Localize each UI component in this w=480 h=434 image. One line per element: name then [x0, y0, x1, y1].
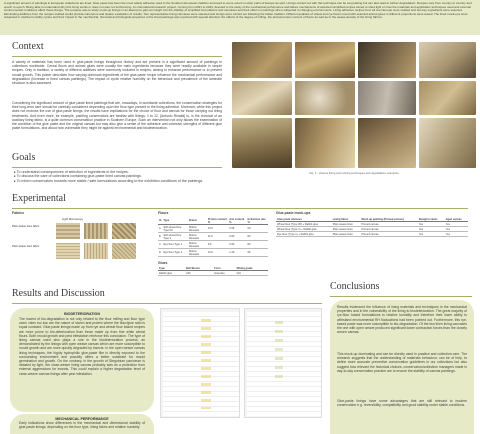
- table-cell: 80: [247, 241, 268, 249]
- table-cell: Granules: [213, 271, 236, 276]
- intro-abstract: A significant amount of paintings in European collections are lined. Glue paste has been the most widely adhesive used in the Southern European tradition and used to some extent in other parts of Europe as well. Linings carried out with this technique can be long lasting but can also lead to further degradation. Recipes vary from country to country and epoch to epoch. Being able to understand why this lining works or does not was not forthcoming. An international research project, running from 2021 to 2024, devoted to the study of the mechanical performance and failure mechanisms of selected simplified recipes aimed to shed light on how the materials and application techniques used and external environmental conditions affect these linings. The purpose was to study mock-up linings in an attempt to gain an insight into the stability of simplified formulations and canvases and their effect on paintings when subjected to changing environments. Lining adhesive recipes from all over Europe were studied and two key ingredients were selected. Eliminating additives from the recipes studied would provide coherence and clearer evaluation of results. Two representative lining canvases were selected and linings were carried out following the Italian tradition. Different qualities of wheat and rye flours mixed with selected animal glues in different proportions were tested. The lined mock-ups were subjected to relative humidity cycles and their impact in the mechanical, chemical and biological properties of the lined paintings was reported with special attention the effects of the degree of milling, the animal protein content of flours as well as to the weave density of the lining fabrics.: [0, 0, 480, 35]
- flours-col-protein: Protein content %: [207, 217, 227, 224]
- mockups-label: Glue-paste mock-ups: [276, 211, 311, 215]
- fabric-2-photo-b: [84, 243, 108, 259]
- goals-list: [14, 170, 222, 183]
- lining-photo-1: [232, 42, 292, 78]
- results-table-1: [160, 308, 240, 418]
- table-cell: 0.55: [228, 225, 246, 233]
- table-cell: Soft wheat flour Type 1: [162, 233, 188, 241]
- table-cell: Molino Rossetto: [188, 249, 207, 257]
- table-cell: Primed canvas: [360, 222, 417, 227]
- mockups-col-cracks: Straight cracks: [418, 217, 445, 222]
- table-cell: B: [158, 233, 162, 241]
- results-table-2-highlights: [275, 321, 283, 381]
- table-cell: 0.80: [228, 233, 246, 241]
- experimental-title: Experimental: [12, 193, 66, 204]
- conclusions-paragraph-2: This mock-up dominating and can be directly used in practice and collection care. The research suggests that the understanding of materials behaviour, can be of help, to define more accurate preventive conservation guidelines in our collections but also suggest how relevant the historical choices, conservators/collection managers made in day-to-day conservation practice are to ensure the stability of canvas paintings.: [337, 352, 467, 373]
- goal-item-1: ▸ To understand consequences of selection of ingredients in the recipes.: [14, 170, 129, 174]
- lining-photo-12: [419, 118, 476, 168]
- table-row: [158, 241, 268, 249]
- fabric-1-photo-b: [84, 223, 108, 239]
- lining-photo-8: [419, 81, 476, 115]
- table-cell: Molino Rossetto: [188, 233, 207, 241]
- flours-col-id: Id: [158, 217, 162, 225]
- table-cell: 50: [247, 225, 268, 233]
- flours-panel: [158, 211, 268, 276]
- glues-col-form: Form: [213, 266, 236, 271]
- fabric-2-photo-a: [56, 243, 80, 259]
- table-cell: Rye flour Type 2: [162, 249, 188, 257]
- fabric-1-photo-a: [56, 223, 80, 239]
- table-cell: Molino Rossetto: [188, 241, 207, 249]
- table-cell: A: [158, 225, 162, 233]
- table-row: [158, 233, 268, 241]
- goals-rule: [12, 167, 222, 168]
- table-cell: N/A: [236, 271, 268, 276]
- fabrics-panel: [12, 211, 152, 269]
- conclusions-title: Conclusions: [330, 281, 380, 292]
- context-paragraph-2: Considering the significant amount of glue-paste lined paintings that are, nowadays, in worldwide collections, the conservation strategies for their long-term care should be carefully considered depending upon the flour type present in the lining adhesive. Moreover, while this project does not endorse the use of glue-paste linings, the results have implications for the choice of flour and canvas for those carrying out lining treatments. And even more, for example, painting conservators are familiar with linings. 1 to 12, [Antonio Rinaldi] to, is the removal of an auxiliary lining fabric, is a quite common conservation practice in Southern Europe. Such an intervention not only allows the examination of the condition of the glue paste and the original canvas but may also give a sense of the adhesive and cohesive strengths of different glue paste formulations, and about how vulnerable they might be against environmental and biodeterioration.: [12, 101, 222, 131]
- glues-col-bloom: Bell Bloom: [185, 266, 213, 271]
- mockups-table: [276, 217, 468, 237]
- table-cell: Plain weave linen: [332, 222, 361, 227]
- table-cell: 10.5: [207, 225, 228, 233]
- lining-photo-6: [295, 81, 355, 115]
- table-cell: Molino Rossetto: [188, 225, 207, 233]
- flours-col-type: Type: [162, 217, 188, 225]
- table-cell: Wheat flour (Type 1) + Rabbit glue: [276, 227, 332, 232]
- table-cell: 95: [247, 249, 268, 257]
- table-cell: D: [158, 249, 162, 257]
- results-rule: [12, 303, 322, 304]
- flours-label: Flours: [158, 211, 169, 215]
- lining-photo-3: [358, 42, 416, 78]
- table-row: [158, 271, 268, 276]
- conclusions-rule: [330, 296, 472, 297]
- table-cell: Rye flour Type 1: [162, 241, 188, 249]
- results-title: Results and Discussion: [12, 288, 105, 299]
- table-cell: Yes: [418, 227, 445, 232]
- context-title: Context: [12, 41, 44, 52]
- fabric-1-photo-c: [112, 223, 136, 239]
- table-cell: Yes: [445, 222, 468, 227]
- table-cell: Wheat flour (Type 00) + Rabbit glue: [276, 222, 332, 227]
- conclusions-paragraph-1: Results evidenced the influence of lining materials and techniques in the mechanical properties and in the vulnerability of the lining to biodeterioration. The great majority of rye-flour based formulations to relative humidity and therefore their lower ability to withstand environmental RH fluctuations had been pointed out. Furthermore, this rye-based paste was more susceptible to bio-degradation. Of the two linen lining canvases the one with open weave produced significant lower contraction forces than the closely woven canvas.: [337, 305, 467, 335]
- table-cell: Rye flour (Type 1) + Rabbit glue: [276, 232, 332, 237]
- biodeterioration-box: [10, 308, 154, 412]
- table-cell: 10.0: [207, 249, 228, 257]
- fabric-row-2: Plain weave linen fabric: [12, 245, 40, 248]
- table-cell: Primed canvas: [360, 227, 417, 232]
- table-cell: Yes: [418, 232, 445, 237]
- context-photo-grid: [232, 42, 476, 182]
- lining-photo-2: [295, 42, 355, 78]
- context-paragraph-1: A variety of materials has been used in glue-paste linings throughout history and are present in a significant amount of paintings in collections worldwide. Cereal flours and animal glues were usually the main ingredients because they were readily available in simple recipes. Only in tradition, a variety of different additives were commonly included in recipes, aiming to enhance performance or to prevent mould growth. This poster describes how varying dominant ingredients of the glue-paste recipe influence the mechanical performance and degradation (increase in lined canvas paintings). The impact of cyclic relative humidity on the behaviour and prevalence of the laminate structure is also assessed.: [12, 60, 222, 86]
- flours-col-ash: Ash content %: [228, 217, 246, 225]
- table-cell: 220: [185, 271, 213, 276]
- fabric-row-1: Plain weave linen fabric: [12, 225, 40, 228]
- table-cell: C: [158, 241, 162, 249]
- experimental-rule: [12, 208, 468, 209]
- goals-title: Goals: [12, 152, 36, 163]
- flours-col-brand: Brand: [188, 217, 207, 225]
- mockups-col-mixture: Glue paste mixtures: [276, 217, 332, 222]
- results-table-2-rows: [247, 312, 321, 416]
- table-cell: Yes: [445, 227, 468, 232]
- biodeterioration-text: The lowest of bio-degradation is not only related to the flour milling and flour type used: rates too low are the nature of starch and protein where the flour/glue ratio is equal constant. Glue-paste linings made up from rye and wheat flour based recipes are more prone to bio-deterioration than those made up from fine white wheat flours. Both mould growth and pest infestation reinforce this conclusion. The type of lining canvas used also plays a role in the biodeterioration process, as demonstrated by the linings with open weave canvas which are more susceptible to mould growth and are more quickly degraded by insects. In the open weave canvas lining techniques, the highly hydrophilic glue-paste film is directly exposed to the surrounding environment and possibly offers a better substrate for mould germination and growth. On the contrary, in the growth of Stegobium paniceum is dictated by light, the close-weave lining canvas probably acts as a protection from external aggressions for insects. This could explain a higher degradation level of close-weave canvas linings after pest infestation.: [19, 317, 145, 376]
- table-cell: 1.40: [228, 249, 246, 257]
- fabrics-label: Fabrics: [12, 211, 25, 215]
- table-cell: 11.5: [207, 233, 228, 241]
- fabric-2-photo-c: [112, 243, 136, 259]
- glues-col-grade: Mixing grade: [236, 266, 268, 271]
- table-cell: Plain weave linen: [332, 227, 361, 232]
- table-row: [158, 249, 268, 257]
- biodeterioration-title: BIODETERIORATION: [64, 312, 100, 316]
- table-cell: Yes: [418, 222, 445, 227]
- table-cell: 80: [247, 233, 268, 241]
- lining-photo-9: [232, 118, 292, 168]
- mechanical-box: [10, 414, 154, 434]
- mockups-col-aged: Aged canvas: [445, 217, 468, 222]
- fabrics-header: Light Microscopy: [62, 217, 83, 221]
- conclusions-box: [330, 300, 474, 434]
- flours-col-extraction: Extraction rate %: [247, 217, 268, 225]
- lining-photo-7: [358, 81, 416, 115]
- glues-label: Glues: [158, 261, 168, 265]
- table-row: [276, 232, 468, 237]
- lining-photo-11: [358, 118, 416, 168]
- context-rule: [12, 56, 222, 57]
- mechanical-title: MECHANICAL PERFORMANCE: [55, 417, 109, 421]
- glues-col-type: Type: [158, 266, 185, 271]
- table-cell: Plain weave linen: [332, 232, 361, 237]
- table-cell: Soft wheat flour Type 00: [162, 225, 188, 233]
- table-cell: 0.90: [228, 241, 246, 249]
- lining-photo-5: [232, 81, 292, 115]
- mockups-col-painting: Mock-up painting (Primed canvas): [360, 217, 417, 222]
- results-table-2: [244, 308, 322, 418]
- table-row: [158, 225, 268, 233]
- mockups-col-fabric: Lining fabric: [332, 217, 361, 222]
- lining-photo-10: [295, 118, 355, 168]
- table-cell: 9.5: [207, 241, 228, 249]
- goal-item-2: ▸ To discuss the care of collections containing glue-paste lined canvas paintings.: [14, 174, 142, 179]
- glues-table: [158, 266, 268, 276]
- results-table-1-highlights: [201, 319, 211, 409]
- table-cell: Yes: [445, 232, 468, 237]
- mechanical-text: Early indications show differences in the mechanical and dimensional stability of glue-paste linings, depending on the flour type, lining fabric and relative humidity.: [19, 421, 145, 430]
- table-cell: Rabbit glue: [158, 271, 185, 276]
- conclusions-paragraph-3: Glue-paste linings have some advantages that are still relevant to modern conservation e.g. reversibility, compatibility and good stability under stable conditions.: [337, 399, 467, 408]
- goal-item-3: ▸ To inform conservators towards more stable / safe formulations according to the exhibition conditions of the paintings.: [14, 178, 204, 183]
- flours-table-header: [158, 217, 268, 225]
- context-figure-caption: Fig. 1 - Various lining and relining techniques and degradation examples: [309, 171, 399, 175]
- flours-table: [158, 217, 268, 257]
- table-cell: Primed canvas: [360, 232, 417, 237]
- mockups-panel: [276, 211, 468, 237]
- lining-photo-4: [419, 42, 476, 78]
